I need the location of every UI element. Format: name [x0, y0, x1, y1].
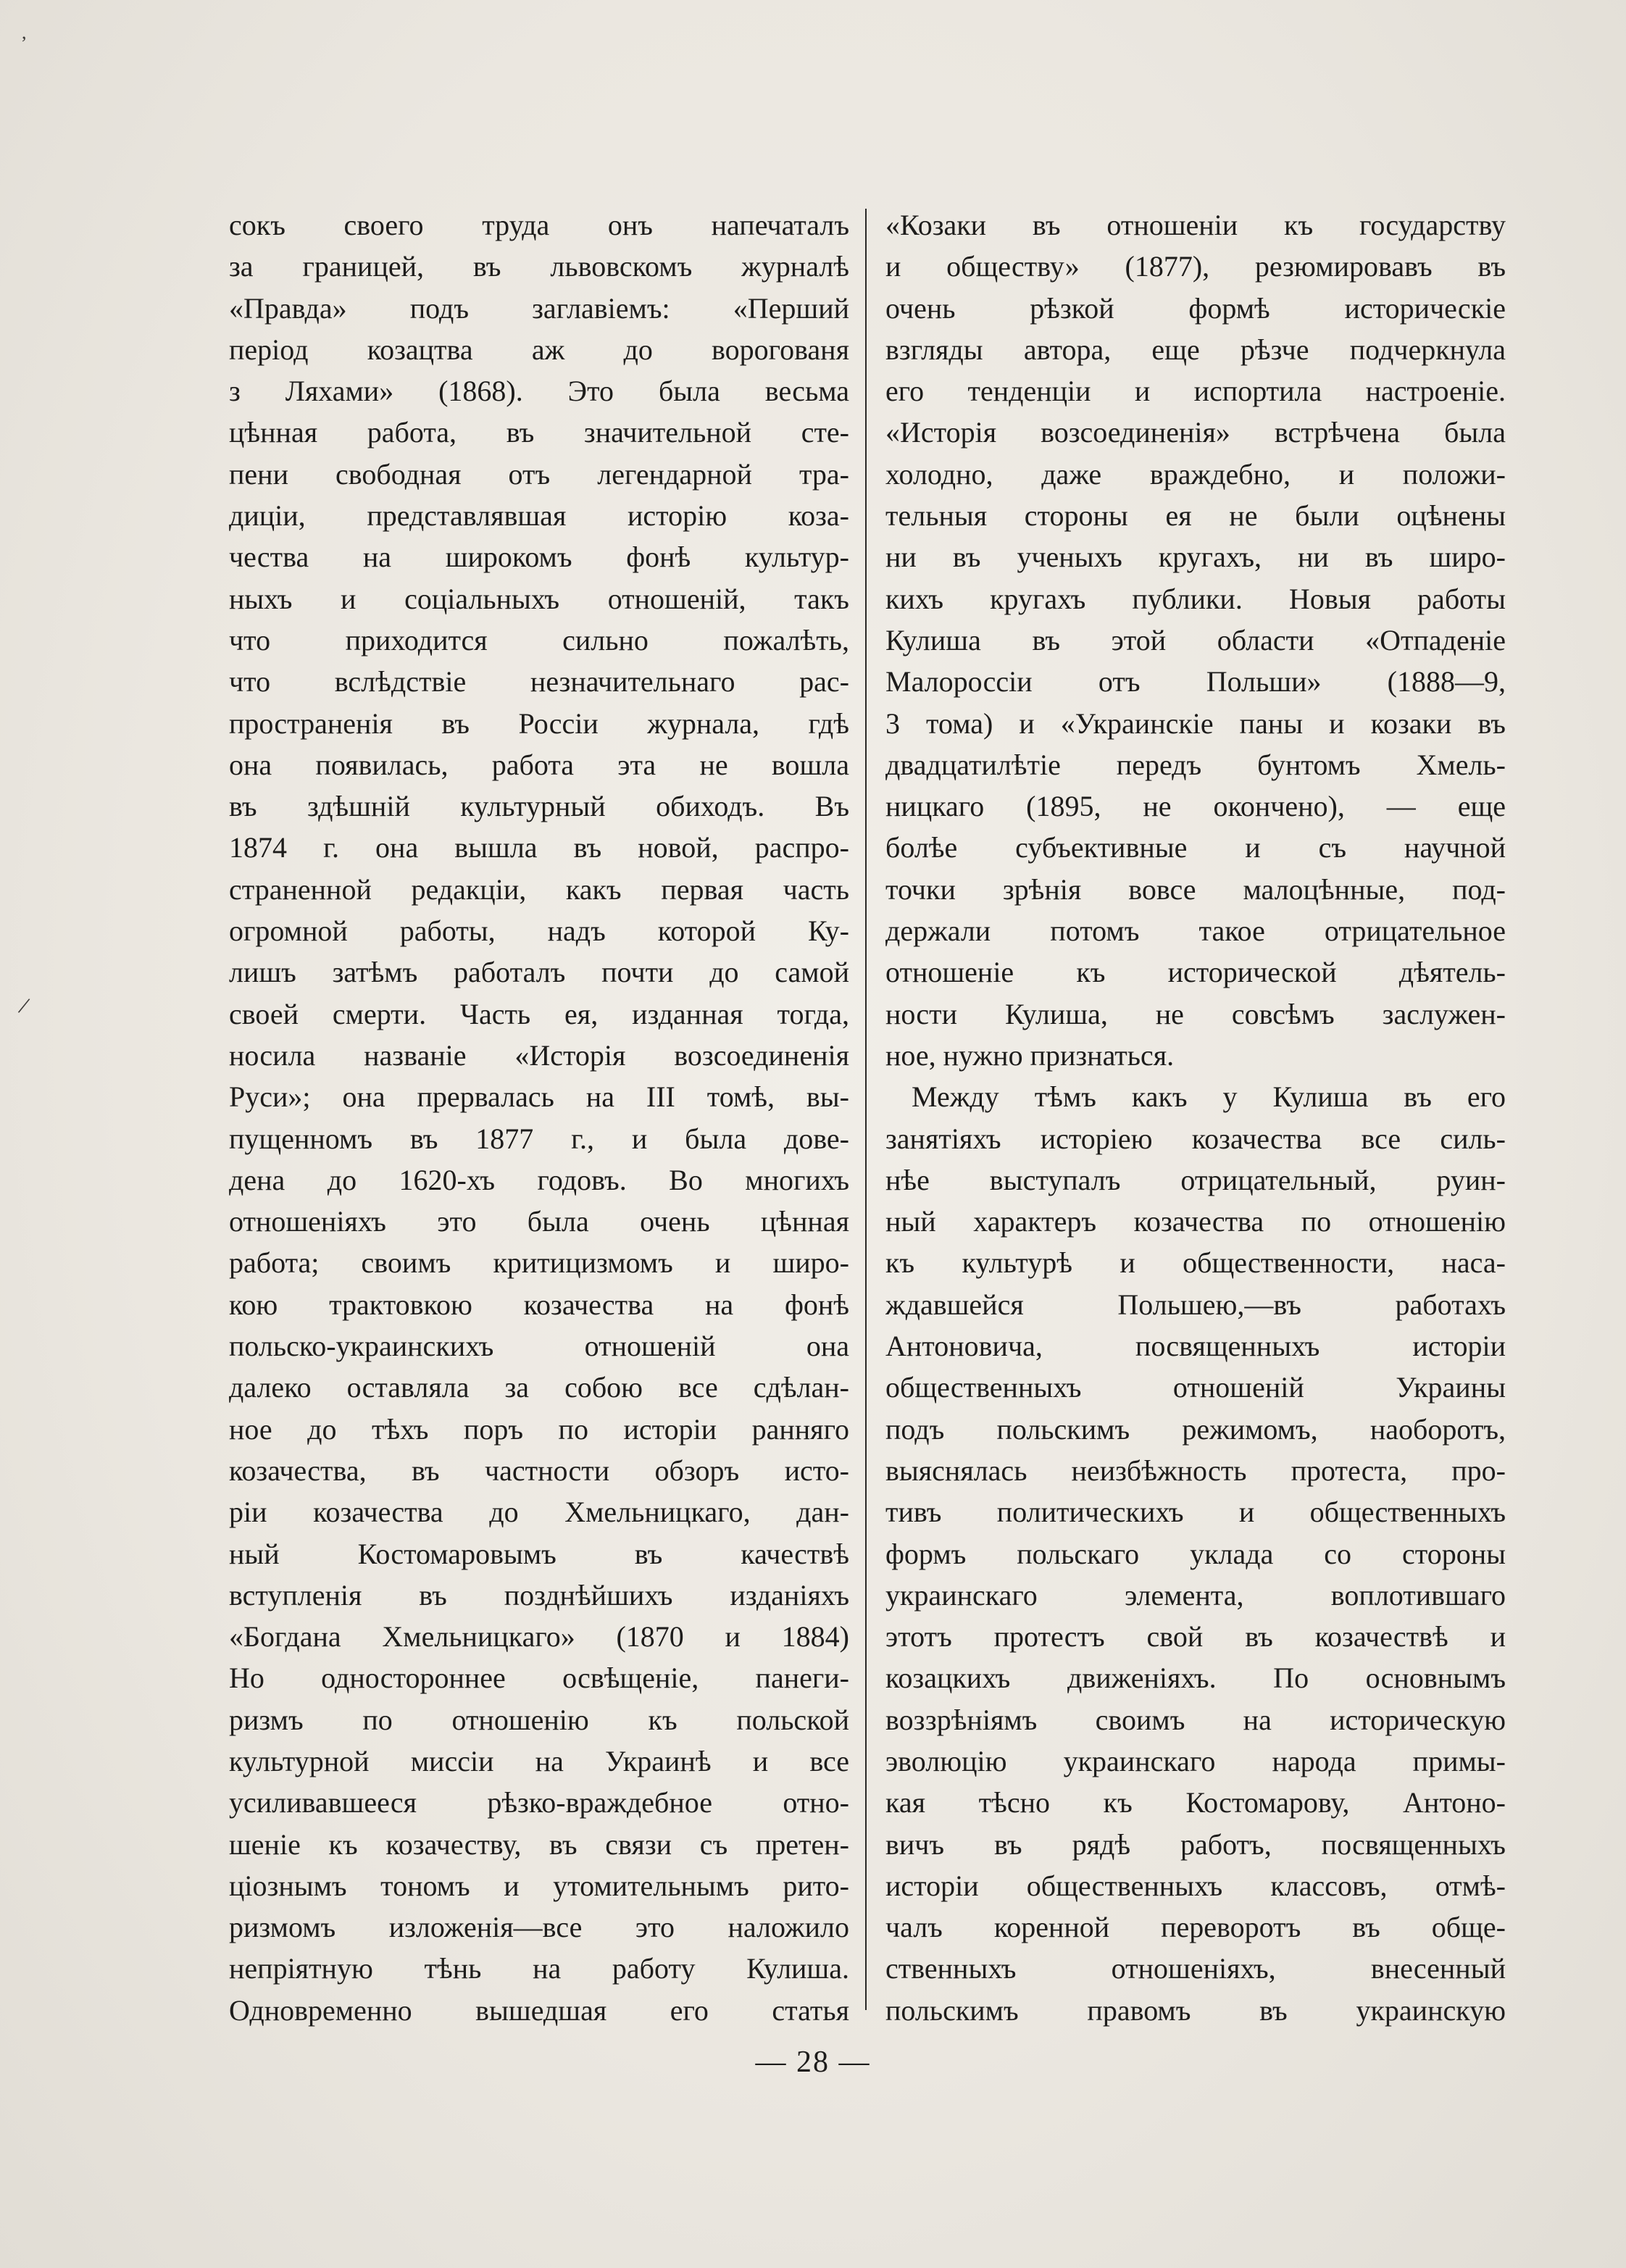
text-line: что вслѣдствіе незначительнаго рас- — [229, 665, 849, 699]
text-line: польско-украинскихъ отношеній она — [229, 1330, 849, 1363]
text-line: шеніе къ козачеству, въ связи съ претен- — [229, 1827, 849, 1861]
left-text-column — [229, 204, 849, 2031]
text-line: къ культурѣ и общественности, наса- — [885, 1246, 1506, 1280]
text-line: козацкихъ движеніяхъ. По основнымъ — [885, 1662, 1506, 1695]
text-line: вступленія въ позднѣйшихъ изданіяхъ — [229, 1578, 849, 1612]
text-line: его тенденціи и испортила настроеніе. — [885, 375, 1506, 408]
text-line: и обществу» (1877), резюмировавъ въ — [885, 250, 1506, 283]
text-line: дена до 1620-хъ годовъ. Во многихъ — [229, 1163, 849, 1196]
text-line: тивъ политическихъ и общественныхъ — [885, 1496, 1506, 1529]
text-line: усиливавшееся рѣзко-враждебное отно- — [229, 1786, 849, 1819]
text-line: лишъ затѣмъ работалъ почти до самой — [229, 956, 849, 989]
text-line: ный характеръ козачества по отношенію — [885, 1205, 1506, 1238]
text-line: Малороссіи отъ Польши» (1888—9, — [885, 665, 1506, 699]
text-line: Но одностороннее освѣщеніе, панеги- — [229, 1662, 849, 1695]
text-line: 1874 г. она вышла въ новой, распро- — [229, 831, 849, 864]
page-number: — 28 — — [755, 2046, 871, 2079]
text-line: кою трактовкою козачества на фонѣ — [229, 1288, 849, 1321]
text-line: Кулиша въ этой области «Отпаденіе — [885, 623, 1506, 656]
text-line: вичъ въ рядѣ работъ, посвященныхъ — [885, 1827, 1506, 1861]
text-line: ціознымъ тономъ и утомительнымъ рито- — [229, 1869, 849, 1902]
text-line: воззрѣніямъ своимъ на историческую — [885, 1703, 1506, 1736]
text-line: тельныя стороны ея не были оцѣнены — [885, 499, 1506, 533]
text-line: украинскаго элемента, воплотившаго — [885, 1578, 1506, 1612]
text-line: формъ польскаго уклада со стороны — [885, 1537, 1506, 1570]
text-line: ственныхъ отношеніяхъ, внесенный — [885, 1952, 1506, 1985]
text-line: з Ляхами» (1868). Это была весьма — [229, 375, 849, 408]
text-line: нѣе выступалъ отрицательный, руин- — [885, 1163, 1506, 1196]
text-line: «Богдана Хмельницкаго» (1870 и 1884) — [229, 1620, 849, 1654]
text-line: кая тѣсно къ Костомарову, Антоно- — [885, 1786, 1506, 1819]
text-line: отношеніяхъ это была очень цѣнная — [229, 1205, 849, 1238]
text-line: період козацтва аж до ворогованя — [229, 333, 849, 366]
text-line: пени свободная отъ легендарной тра- — [229, 457, 849, 491]
text-line: точки зрѣнія вовсе малоцѣнные, под- — [885, 872, 1506, 906]
text-line: ности Кулиша, не совсѣмъ заслужен- — [885, 997, 1506, 1030]
text-line: Антоновича, посвященныхъ исторіи — [885, 1330, 1506, 1363]
paragraph-first-line: Между тѣмъ какъ у Кулиша въ его — [912, 1080, 1506, 1114]
text-line: сокъ своего труда онъ напечаталъ — [229, 209, 849, 241]
column-divider-rule — [865, 209, 867, 2010]
text-line: кихъ кругахъ публики. Новыя работы — [885, 582, 1506, 615]
text-line: исторіи общественныхъ классовъ, отмѣ- — [885, 1869, 1506, 1902]
text-line: ное до тѣхъ поръ по исторіи ранняго — [229, 1412, 849, 1446]
text-line: Руси»; она прервалась на III томѣ, вы- — [229, 1080, 849, 1114]
text-line: общественныхъ отношеній Украины — [885, 1371, 1506, 1404]
text-line: ный Костомаровымъ въ качествѣ — [229, 1537, 849, 1570]
text-line: ни въ ученыхъ кругахъ, ни въ широ- — [885, 541, 1506, 574]
text-line: двадцатилѣтіе передъ бунтомъ Хмель- — [885, 748, 1506, 781]
text-line: польскимъ правомъ въ украинскую — [885, 1993, 1506, 2027]
text-line: ницкаго (1895, не окончено), — еще — [885, 790, 1506, 823]
text-line: культурной миссіи на Украинѣ и все — [229, 1744, 849, 1777]
text-line: далеко оставляла за собою все сдѣлан- — [229, 1371, 849, 1404]
text-line: Одновременно вышедшая его статья — [229, 1993, 849, 2027]
text-line: носила названіе «Исторія возсоединенія — [229, 1038, 849, 1072]
text-line: 3 тома) и «Украинскіе паны и козаки въ — [885, 706, 1506, 740]
text-line: страненной редакціи, какъ первая часть — [229, 872, 849, 906]
text-line: чества на широкомъ фонѣ культур- — [229, 541, 849, 574]
text-line: ріи козачества до Хмельницкаго, дан- — [229, 1496, 849, 1529]
text-line: работа; своимъ критицизмомъ и широ- — [229, 1246, 849, 1280]
margin-mark-top: , — [22, 22, 27, 43]
text-line: «Правда» подъ заглавіемъ: «Перший — [229, 291, 849, 325]
margin-mark-left: / — [16, 992, 32, 1020]
text-line: диціи, представлявшая исторію коза- — [229, 499, 849, 533]
text-line: эволюцію украинскаго народа примы- — [885, 1744, 1506, 1777]
text-line: ныхъ и соціальныхъ отношеній, такъ — [229, 582, 849, 615]
text-line: «Козаки въ отношеніи къ государству — [885, 209, 1506, 241]
text-line: выяснялась неизбѣжность протеста, про- — [885, 1454, 1506, 1487]
text-line: огромной работы, надъ которой Ку- — [229, 914, 849, 948]
text-line: ное, нужно признаться. — [885, 1038, 1175, 1072]
right-text-column — [885, 204, 1506, 2031]
text-line: въ здѣшній культурный обиходъ. Въ — [229, 790, 849, 823]
text-line: ждавшейся Польшею,—въ работахъ — [885, 1288, 1506, 1321]
text-line: очень рѣзкой формѣ историческіе — [885, 291, 1506, 325]
text-line: что приходится сильно пожалѣть, — [229, 623, 849, 656]
text-line: пущенномъ въ 1877 г., и была дове- — [229, 1122, 849, 1155]
text-line: «Исторія возсоединенія» встрѣчена была — [885, 416, 1506, 449]
text-line: непріятную тѣнь на работу Кулиша. — [229, 1952, 849, 1985]
text-line: пространенія въ Россіи журнала, гдѣ — [229, 706, 849, 740]
text-line: чалъ коренной переворотъ въ обще- — [885, 1911, 1506, 1944]
text-line: держали потомъ такое отрицательное — [885, 914, 1506, 948]
text-line: занятіяхъ исторіею козачества все силь- — [885, 1122, 1506, 1155]
text-line: своей смерти. Часть ея, изданная тогда, — [229, 997, 849, 1030]
text-line: она появилась, работа эта не вошла — [229, 748, 849, 781]
text-line: ризмъ по отношенію къ польской — [229, 1703, 849, 1736]
text-line: ризмомъ изложенія—все это наложило — [229, 1911, 849, 1944]
text-line: этотъ протестъ свой въ козачествѣ и — [885, 1620, 1506, 1654]
text-line: болѣе субъективные и съ научной — [885, 831, 1506, 864]
text-line: цѣнная работа, въ значительной сте- — [229, 416, 849, 449]
text-line: козачества, въ частности обзоръ исто- — [229, 1454, 849, 1487]
text-line: холодно, даже враждебно, и положи- — [885, 457, 1506, 491]
text-line: подъ польскимъ режимомъ, наоборотъ, — [885, 1412, 1506, 1446]
text-line: за границей, въ львовскомъ журналѣ — [229, 250, 849, 283]
text-line: взгляды автора, еще рѣзче подчеркнула — [885, 333, 1506, 366]
text-line: отношеніе къ исторической дѣятель- — [885, 956, 1506, 989]
